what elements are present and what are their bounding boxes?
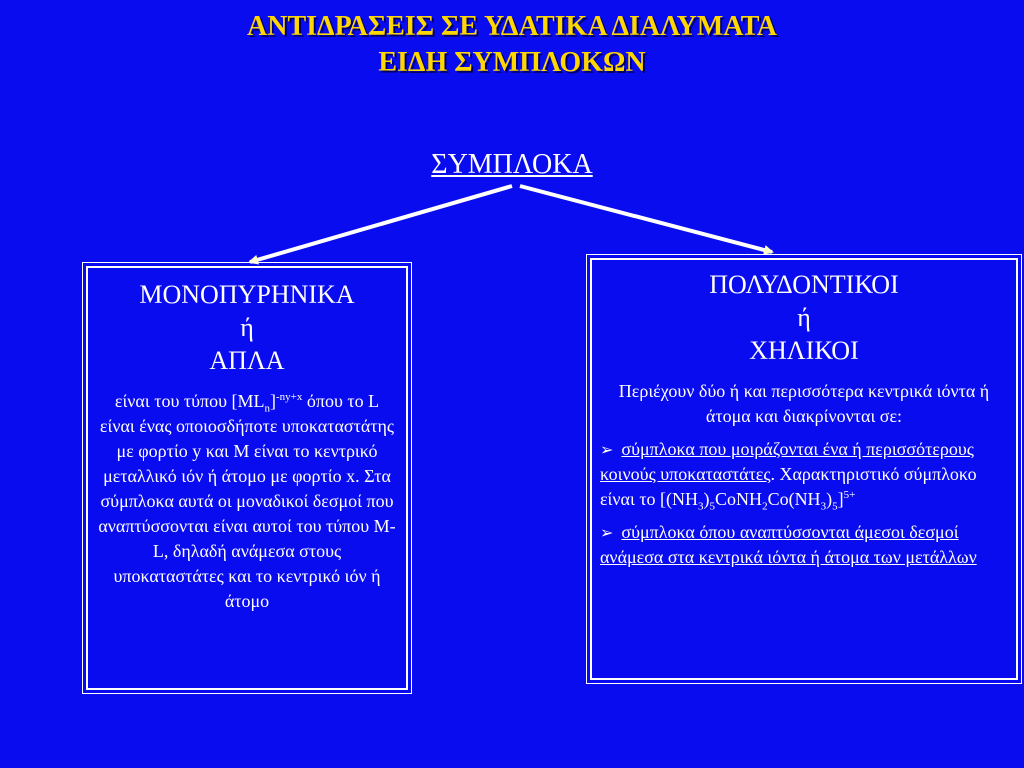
title-line-1: ΑΝΤΙΔΡΑΣΕΙΣ ΣΕ ΥΔΑΤΙΚΑ ΔΙΑΛΥΜΑΤΑ <box>247 11 777 42</box>
left-text-sub: n <box>264 402 270 415</box>
formula-t1: ) <box>703 489 710 509</box>
formula-t2: CoNH <box>715 489 763 509</box>
formula-sub-3a: 3 <box>698 500 704 513</box>
left-text-bracket: ] <box>270 391 276 411</box>
root-label: ΣΥΜΠΛΟΚΑ <box>431 149 593 180</box>
right-bullet-1 <box>600 437 1006 512</box>
formula-sub-5a: 5 <box>709 500 716 513</box>
right-heading <box>592 268 1016 367</box>
formula-sub-3b: 3 <box>820 500 827 513</box>
right-heading-1: ΠΟΛΥΔΟΝΤΙΚΟΙ <box>709 270 899 299</box>
bullet-arrow-icon: ➢ <box>600 440 614 459</box>
left-box <box>86 266 408 690</box>
formula-sup: 5+ <box>843 489 856 501</box>
formula-sub-2: 2 <box>762 500 768 513</box>
formula-sub-5b: 5 <box>832 500 838 513</box>
left-heading-2: ΑΠΛΑ <box>209 346 285 375</box>
title-line-2: ΕΙΔΗ ΣΥΜΠΛΟΚΩΝ <box>378 47 646 78</box>
left-heading <box>88 278 406 377</box>
right-intro: Περιέχουν δύο ή και περισσότερα κεντρικά ιόντα ή άτομα και διακρίνονται σε: <box>618 381 990 426</box>
left-text-post: όπου το L είναι ένας οποιοσδήποτε υποκαταστάτης με φορτίο y και Μ είναι το κεντρικό μεταλλικό ιόν ή άτομο με φορτίο x. Στα σύμπλοκα αυτά οι μοναδικοί δεσμοί που αναπτύσσονται είναι αυτοί του τύπου M-L, δηλαδή ανάμεσα στους υποκαταστάτες και το κεντρικό ιόν ή άτομο <box>98 391 396 611</box>
left-heading-or: ή <box>240 313 254 342</box>
right-bullet-2 <box>600 520 1006 570</box>
left-text-pre: είναι του τύπου [ML <box>114 391 265 411</box>
formula-t5: ] <box>837 489 844 509</box>
right-box <box>590 258 1018 680</box>
bullet-1-rest: . Χαρακτηριστικό σύμπλοκο είναι το [(NH <box>600 464 977 509</box>
left-text-sup: -ny+x <box>276 391 303 403</box>
arrow-right <box>520 186 772 252</box>
bullet-arrow-icon: ➢ <box>600 523 614 542</box>
left-description <box>96 389 398 614</box>
right-heading-or: ή <box>797 303 811 332</box>
formula-t3: Co(NH <box>767 489 821 509</box>
bullet-1-underlined: σύμπλοκα που μοιράζονται ένα ή περισσότερους κοινούς υποκαταστάτες <box>600 439 974 484</box>
formula-t4: ) <box>826 489 833 509</box>
arrow-left <box>250 186 512 262</box>
left-heading-1: ΜΟΝΟΠΥΡΗΝΙΚΑ <box>139 280 355 309</box>
right-heading-2: ΧΗΛΙΚΟΙ <box>749 336 859 365</box>
bullet-2-underlined: σύμπλοκα όπου αναπτύσσονται άμεσοι δεσμοί ανάμεσα στα κεντρικά ιόντα ή άτομα των μετάλλων <box>600 522 977 567</box>
